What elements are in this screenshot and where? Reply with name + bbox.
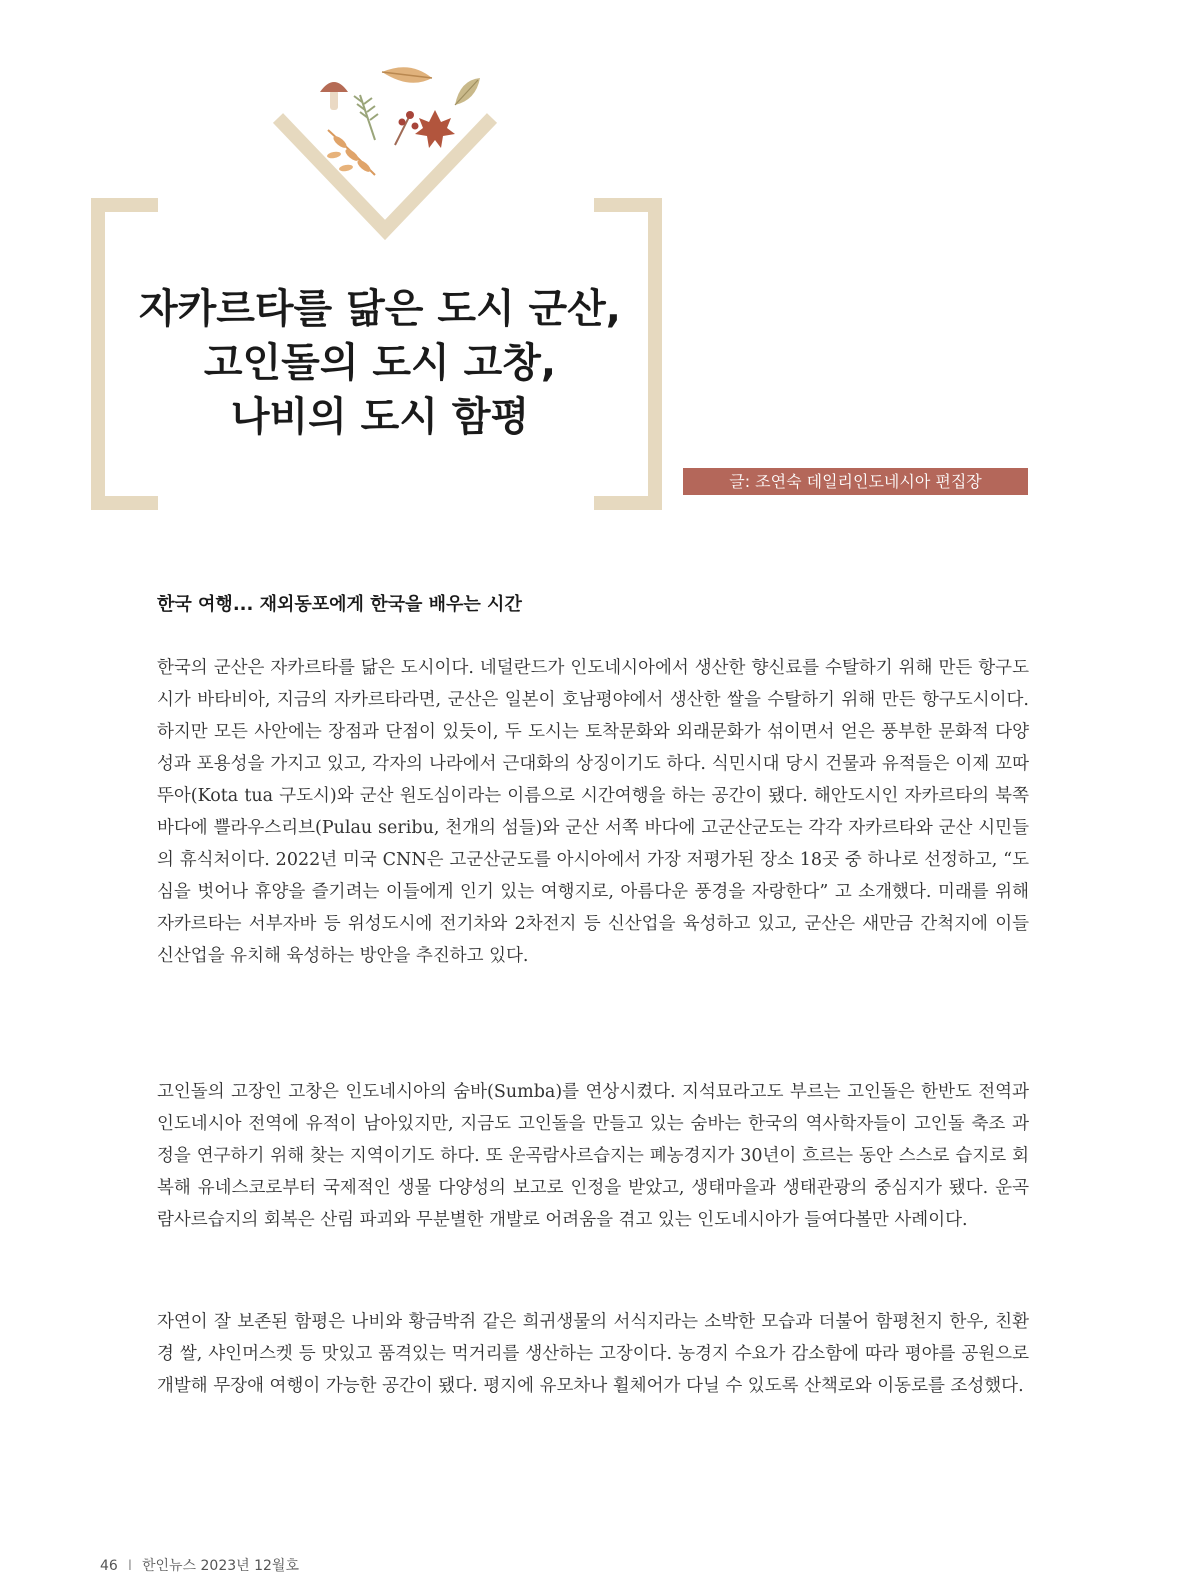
oak-leaf-icon bbox=[382, 67, 432, 83]
title-line: 고인돌의 도시 고창, bbox=[203, 340, 557, 386]
title-line: 자카르타를 닮은 도시 군산, bbox=[138, 286, 621, 332]
berry-branch-icon bbox=[395, 111, 419, 145]
body-paragraph: 자연이 잘 보존된 함평은 나비와 황금박쥐 같은 희귀생물의 서식지라는 소박한 모습과 더불어 함평천지 한우, 친환경 쌀, 샤인머스켓 등 맛있고 품격있는 먹거리를 생산하는 고장이다. 농경지 수요가 감소함에 따라 평야를 공원으로 개발해 무장애 여행이 가능한 공간이 됐다. 평지에 유모차나 휠체어가 다닐 수 있도록 산책로와 이동로를 조성했다. bbox=[157, 1312, 1029, 1396]
autumn-leaves-decoration bbox=[300, 60, 500, 190]
body-paragraph: 고인돌의 고장인 고창은 인도네시아의 숨바(Sumba)를 연상시켰다. 지석묘라고도 부르는 고인돌은 한반도 전역과 인도네시아 전역에 유적이 남아있지만, 지금도 고인돌을 만들고 있는 숨바는 한국의 역사학자들이 고인돌 축조 과정을 연구하기 위해 찾는 지역이기도 하다. 또 운곡람사르습지는 폐농경지가 30년이 흐르는 동안 스스로 습지로 회복해 유네스코로부터 국제적인 생물 다양성의 보고로 인정을 받았고, 생태마을과 생태관광의 중심지가 됐다. 운곡람사르습지의 회복은 산림 파괴와 무분별한 개발로 어려움을 겪고 있는 인도네시아가 들여다볼만 사례이다. bbox=[157, 1082, 1029, 1230]
mushroom-icon bbox=[320, 82, 348, 110]
maple-leaf-icon bbox=[415, 110, 455, 148]
page-footer bbox=[100, 1555, 299, 1575]
title-line: 나비의 도시 함평 bbox=[230, 394, 530, 440]
fern-sprig-icon bbox=[354, 95, 378, 140]
article-title bbox=[120, 282, 640, 444]
page-number: 46 bbox=[100, 1558, 118, 1574]
footer-separator: I bbox=[127, 1558, 132, 1574]
section-subheading: 한국 여행... 재외동포에게 한국을 배우는 시간 bbox=[157, 594, 522, 615]
leaf-icon bbox=[455, 78, 480, 105]
publication-name: 한인뉴스 2023년 12월호 bbox=[141, 1558, 299, 1574]
author-badge: 글: 조연숙 데일리인도네시아 편집장 bbox=[683, 468, 1028, 495]
body-paragraph: 한국의 군산은 자카르타를 닮은 도시이다. 네덜란드가 인도네시아에서 생산한 향신료를 수탈하기 위해 만든 항구도시가 바타비아, 지금의 자카르타라면, 군산은 일본이 호남평야에서 생산한 쌀을 수탈하기 위해 만든 항구도시이다. 하지만 모든 사안에는 장점과 단점이 있듯이, 두 도시는 토착문화와 외래문화가 섞이면서 얻은 풍부한 문화적 다양성과 포용성을 가지고 있고, 각자의 나라에서 근대화의 상징이기도 하다. 식민시대 당시 건물과 유적들은 이제 꼬따뚜아(Kota tua 구도시)와 군산 원도심이라는 이름으로 시간여행을 하는 공간이 됐다. 해안도시인 자카르타의 북쪽 바다에 쁠라우스리브(Pulau seribu, 천개의 섬들)와 군산 서쪽 바다에 고군산군도는 각각 자카르타와 군산 시민들의 휴식처이다. 2022년 미국 CNN은 고군산군도를 아시아에서 가장 저평가된 장소 18곳 중 하나로 선정하고, “도심을 벗어나 휴양을 즐기려는 이들에게 인기 있는 여행지로, 아름다운 풍경을 자랑한다” 고 소개했다. 미래를 위해 자카르타는 서부자바 등 위성도시에 전기차와 2차전지 등 신산업을 육성하고 있고, 군산은 새만금 간척지에 이들 신산업을 유치해 육성하는 방안을 추진하고 있다. bbox=[157, 658, 1029, 966]
leaf-spray-icon bbox=[327, 130, 375, 175]
